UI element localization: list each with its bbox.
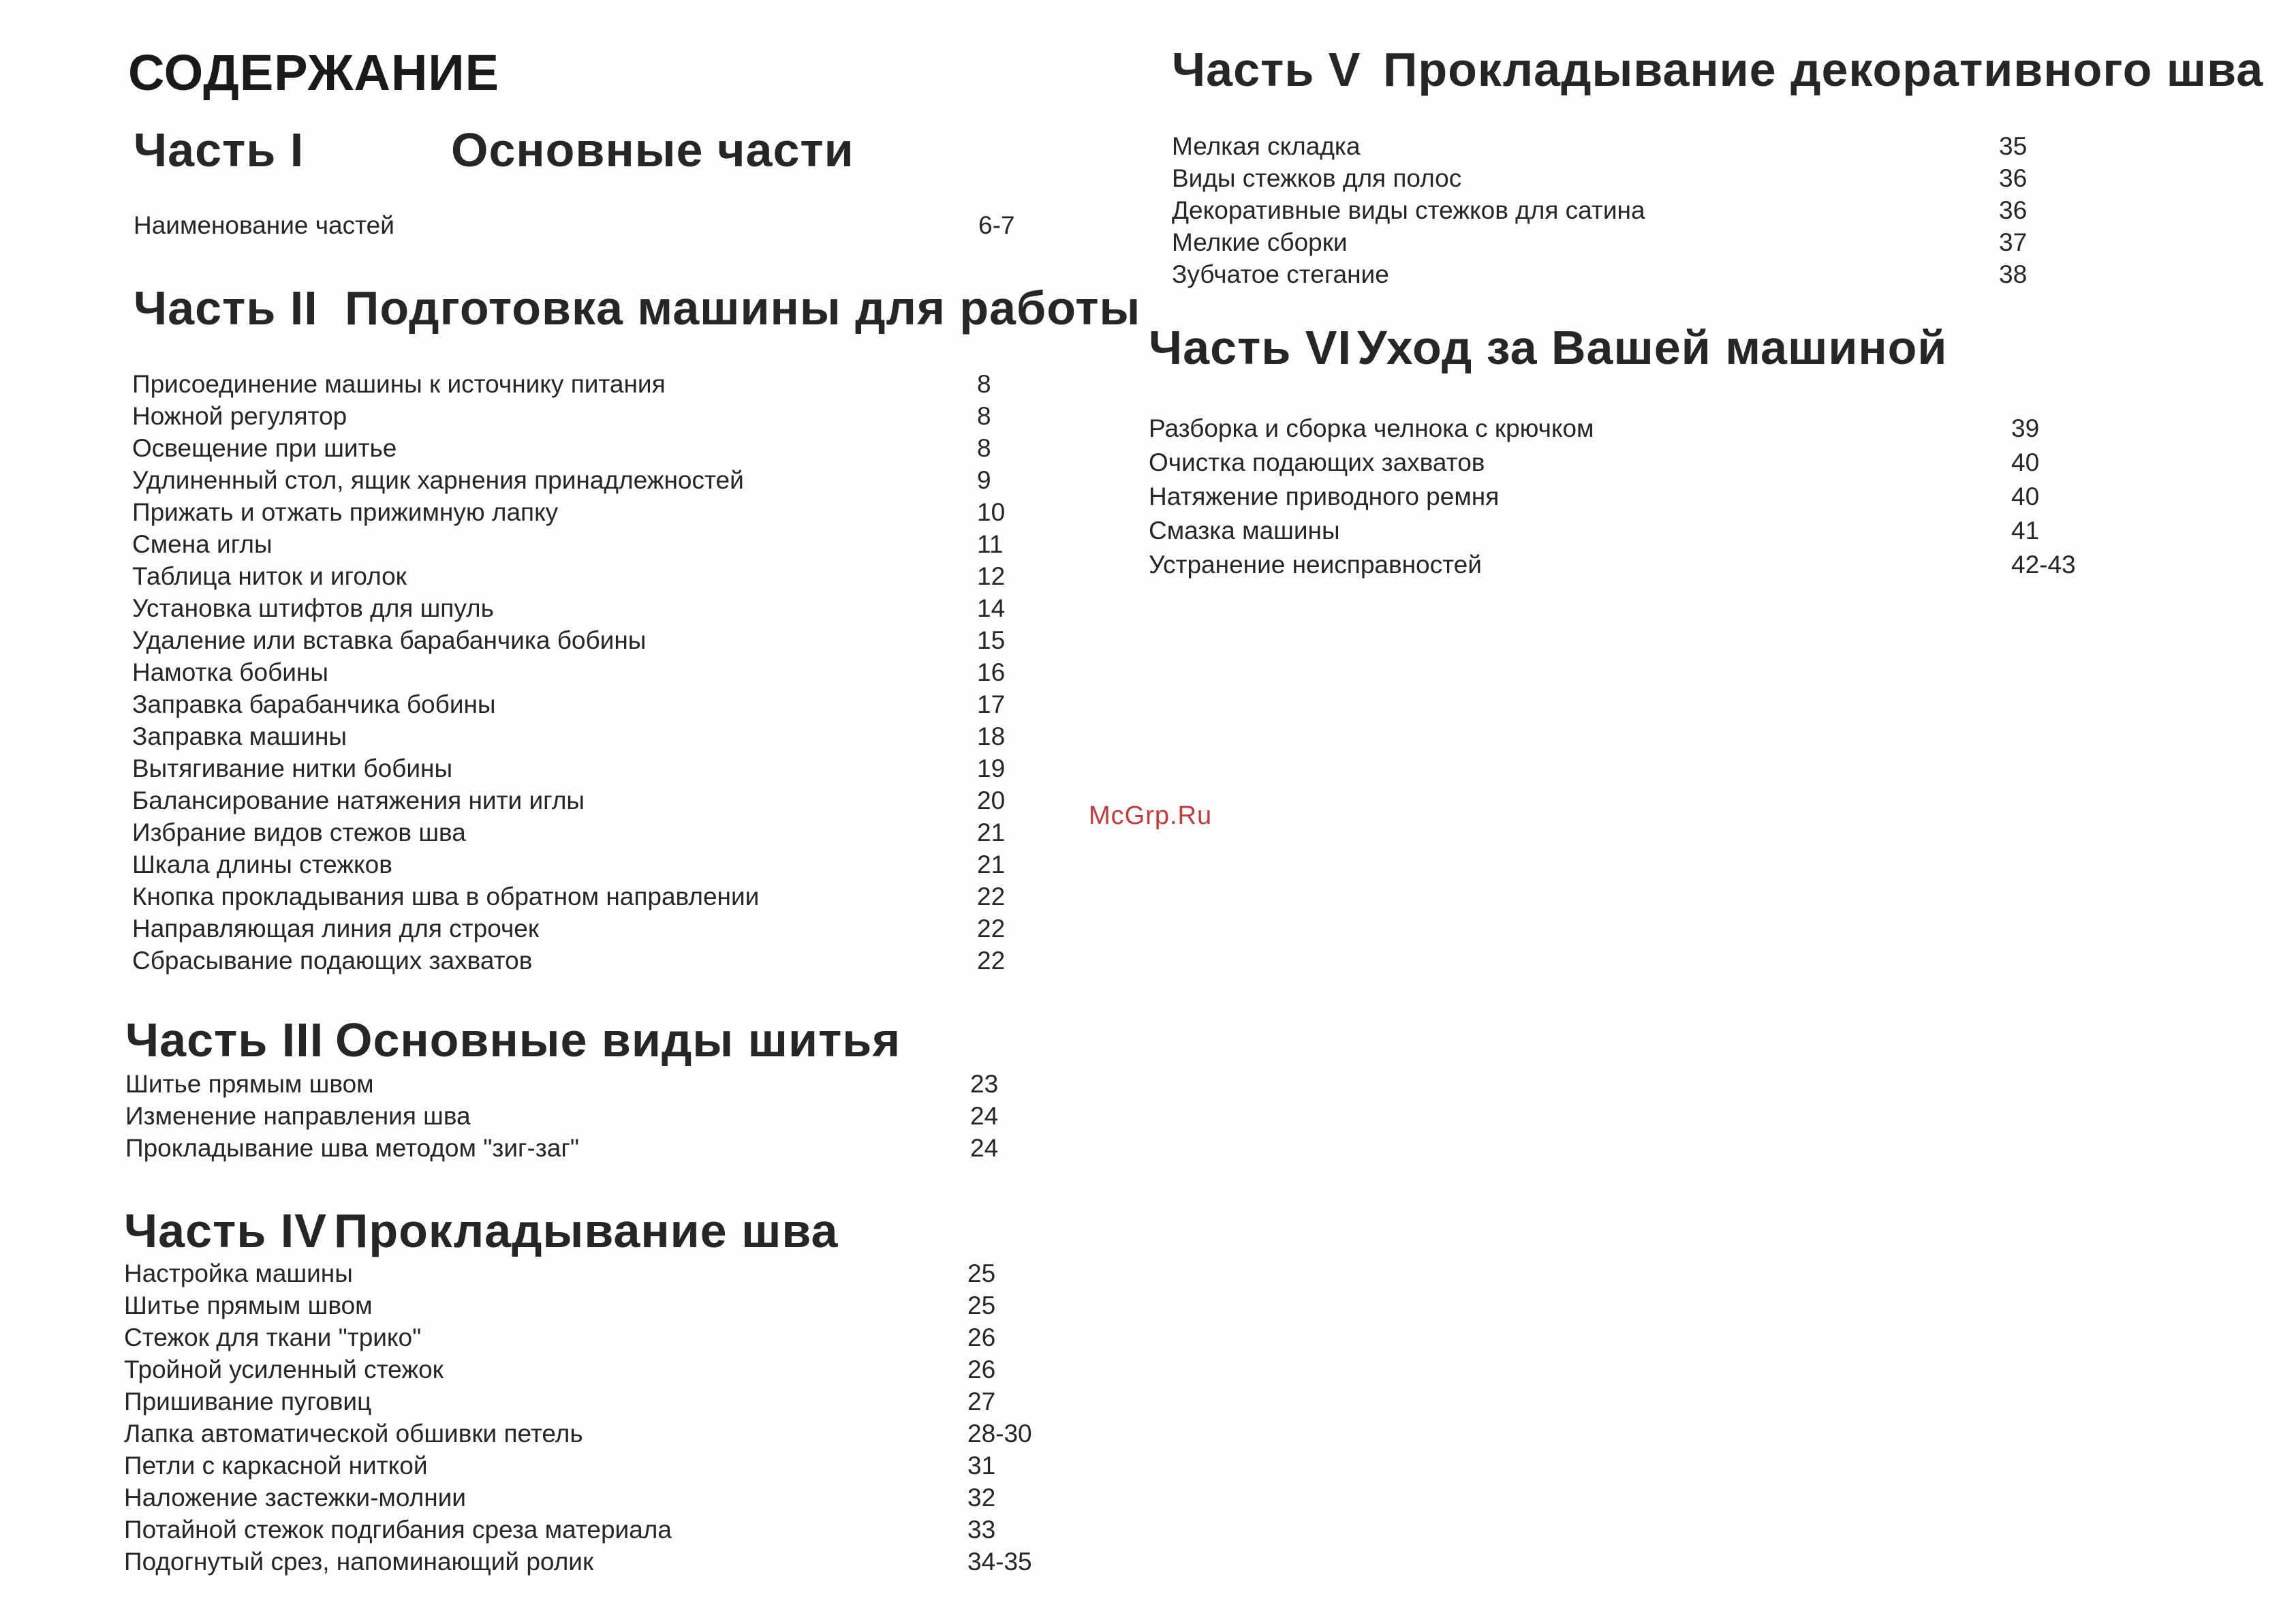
part-number: Часть III xyxy=(125,1013,324,1067)
part-3-heading xyxy=(125,1013,901,1067)
entry-label: Балансирование натяжения нити иглы xyxy=(132,786,585,814)
entry-page: 21 xyxy=(977,851,1006,878)
toc-entry[interactable] xyxy=(132,722,1045,754)
toc-entry[interactable] xyxy=(132,402,1045,434)
toc-entry[interactable] xyxy=(1149,517,2103,551)
entry-page: 34-35 xyxy=(967,1548,1032,1576)
toc-entry[interactable] xyxy=(132,851,1045,883)
toc-entry[interactable] xyxy=(1172,228,2085,260)
entry-page: 11 xyxy=(977,530,1004,558)
entry-page: 19 xyxy=(977,754,1006,782)
toc-entry[interactable] xyxy=(124,1388,1037,1420)
toc-entry[interactable] xyxy=(124,1516,1037,1548)
entry-page: 36 xyxy=(1999,196,2028,224)
part-2-heading xyxy=(134,281,1141,335)
entry-label: Избрание видов стежов шва xyxy=(132,818,466,846)
toc-entry[interactable] xyxy=(1149,482,2103,517)
toc-entry[interactable] xyxy=(124,1548,1037,1580)
toc-entry[interactable] xyxy=(124,1291,1037,1323)
entry-label: Шитье прямым швом xyxy=(125,1070,374,1098)
part-number: Часть VI xyxy=(1149,321,1352,374)
entry-page: 16 xyxy=(977,658,1006,686)
entry-label: Заправка барабанчика бобины xyxy=(132,690,496,718)
watermark-link[interactable]: McGrp.Ru xyxy=(1089,801,1213,830)
toc-entry[interactable] xyxy=(124,1484,1037,1516)
toc-entry[interactable] xyxy=(132,658,1045,690)
toc-entry[interactable] xyxy=(132,786,1045,818)
toc-entry[interactable] xyxy=(1149,448,2103,482)
toc-entry[interactable] xyxy=(132,690,1045,722)
part-name: Прокладывание декоративного шва xyxy=(1383,43,2264,96)
toc-entry[interactable] xyxy=(132,947,1045,979)
entry-page: 6-7 xyxy=(978,211,1015,239)
toc-entry[interactable] xyxy=(124,1259,1037,1291)
entry-page: 26 xyxy=(967,1355,996,1383)
toc-entry[interactable] xyxy=(132,466,1045,498)
entry-page: 24 xyxy=(970,1134,999,1162)
entry-label: Прокладывание шва методом "зиг-заг" xyxy=(125,1134,579,1162)
entry-label: Настройка машины xyxy=(124,1259,353,1287)
entry-label: Наименование частей xyxy=(134,211,394,239)
part-5-heading xyxy=(1172,42,2263,97)
toc-entry[interactable] xyxy=(132,818,1045,851)
entry-label: Шкала длины стежков xyxy=(132,851,392,878)
part-6-heading xyxy=(1149,320,1947,375)
entry-page: 25 xyxy=(967,1259,996,1287)
toc-entry[interactable] xyxy=(132,530,1045,562)
entry-label: Намотка бобины xyxy=(132,658,328,686)
entry-label: Натяжение приводного ремня xyxy=(1149,482,1500,510)
entry-label: Удаление или вставка барабанчика бобины xyxy=(132,626,647,654)
entry-label: Изменение направления шва xyxy=(125,1102,471,1130)
entry-page: 40 xyxy=(2011,448,2040,476)
toc-entry[interactable] xyxy=(132,915,1045,947)
entry-page: 26 xyxy=(967,1323,996,1351)
part-name: Основные виды шитья xyxy=(335,1013,901,1067)
part-2-entries xyxy=(132,370,1045,979)
entry-page: 12 xyxy=(977,562,1006,590)
entry-page: 8 xyxy=(977,402,991,430)
part-number: Часть I xyxy=(134,123,305,177)
entry-page: 32 xyxy=(967,1484,996,1512)
entry-page: 33 xyxy=(967,1516,996,1544)
entry-label: Пришивание пуговиц xyxy=(124,1388,372,1415)
toc-entry[interactable] xyxy=(132,626,1045,658)
entry-page: 9 xyxy=(977,466,991,494)
toc-entry[interactable] xyxy=(124,1420,1037,1452)
entry-label: Декоративные виды стежков для сатина xyxy=(1172,196,1645,224)
toc-entry[interactable] xyxy=(124,1355,1037,1388)
toc-entry[interactable] xyxy=(1149,551,2103,585)
entry-label: Тройной усиленный стежок xyxy=(124,1355,444,1383)
part-name: Прокладывание шва xyxy=(334,1204,839,1257)
entry-page: 38 xyxy=(1999,260,2028,288)
entry-label: Установка штифтов для шпуль xyxy=(132,594,494,622)
entry-page: 35 xyxy=(1999,132,2028,160)
toc-entry[interactable] xyxy=(124,1323,1037,1355)
toc-entry[interactable] xyxy=(132,594,1045,626)
entry-page: 14 xyxy=(977,594,1006,622)
page-title: СОДЕРЖАНИЕ xyxy=(128,44,499,101)
toc-entry[interactable] xyxy=(132,754,1045,786)
entry-page: 20 xyxy=(977,786,1006,814)
toc-entry[interactable] xyxy=(125,1070,1038,1102)
entry-label: Зубчатое стегание xyxy=(1172,260,1389,288)
entry-page: 41 xyxy=(2011,517,2040,545)
part-number: Часть II xyxy=(134,281,318,335)
entry-label: Подогнутый срез, напоминающий ролик xyxy=(124,1548,594,1576)
entry-label: Виды стежков для полос xyxy=(1172,164,1462,192)
toc-entry[interactable] xyxy=(1172,132,2085,164)
entry-label: Устранение неисправностей xyxy=(1149,551,1482,579)
part-number: Часть IV xyxy=(124,1204,327,1257)
entry-label: Присоединение машины к источнику питания xyxy=(132,370,666,398)
entry-label: Смена иглы xyxy=(132,530,273,558)
entry-label: Шитье прямым швом xyxy=(124,1291,373,1319)
entry-label: Кнопка прокладывания шва в обратном направлении xyxy=(132,883,760,910)
entry-label: Стежок для ткани "трико" xyxy=(124,1323,422,1351)
toc-entry[interactable] xyxy=(1172,164,2085,196)
entry-page: 8 xyxy=(977,434,991,462)
entry-page: 42-43 xyxy=(2011,551,2076,579)
toc-entry[interactable] xyxy=(1172,260,2085,292)
toc-entry[interactable] xyxy=(132,498,1045,530)
part-6-entries xyxy=(1149,414,2103,585)
part-5-entries xyxy=(1172,132,2085,292)
entry-page: 24 xyxy=(970,1102,999,1130)
entry-page: 27 xyxy=(967,1388,996,1415)
toc-entry[interactable] xyxy=(1172,196,2085,228)
part-1-heading xyxy=(134,123,854,177)
entry-label: Мелкие сборки xyxy=(1172,228,1348,256)
toc-entry[interactable] xyxy=(132,370,1045,402)
part-name: Подготовка машины для работы xyxy=(345,281,1141,335)
entry-label: Таблица ниток и иголок xyxy=(132,562,407,590)
toc-entry[interactable] xyxy=(134,211,1046,243)
toc-entry[interactable] xyxy=(125,1102,1038,1134)
entry-page: 23 xyxy=(970,1070,999,1098)
entry-label: Наложение застежки-молнии xyxy=(124,1484,466,1512)
entry-label: Мелкая складка xyxy=(1172,132,1361,160)
toc-entry[interactable] xyxy=(132,562,1045,594)
entry-page: 15 xyxy=(977,626,1006,654)
entry-label: Прижать и отжать прижимную лапку xyxy=(132,498,559,526)
toc-entry[interactable] xyxy=(125,1134,1038,1166)
toc-entry[interactable] xyxy=(132,434,1045,466)
part-name: Уход за Вашей машиной xyxy=(1357,321,1948,374)
entry-label: Потайной стежок подгибания среза материала xyxy=(124,1516,672,1544)
entry-page: 18 xyxy=(977,722,1006,750)
entry-label: Сбрасывание подающих захватов xyxy=(132,947,533,975)
part-number: Часть V xyxy=(1172,43,1361,96)
part-4-heading xyxy=(124,1204,838,1258)
entry-page: 36 xyxy=(1999,164,2028,192)
part-4-entries xyxy=(124,1259,1037,1580)
entry-page: 31 xyxy=(967,1452,996,1480)
entry-label: Удлиненный стол, ящик харнения принадлежностей xyxy=(132,466,744,494)
entry-page: 22 xyxy=(977,915,1006,943)
part-1-entries xyxy=(134,211,1046,243)
entry-page: 28-30 xyxy=(967,1420,1032,1447)
entry-label: Направляющая линия для строчек xyxy=(132,915,540,943)
entry-label: Ножной регулятор xyxy=(132,402,347,430)
entry-page: 21 xyxy=(977,818,1006,846)
toc-entry[interactable] xyxy=(132,883,1045,915)
part-3-entries xyxy=(125,1070,1038,1166)
entry-label: Заправка машины xyxy=(132,722,347,750)
entry-label: Лапка автоматической обшивки петель xyxy=(124,1420,583,1447)
entry-page: 40 xyxy=(2011,482,2040,510)
part-name: Основные части xyxy=(451,123,854,177)
entry-label: Вытягивание нитки бобины xyxy=(132,754,453,782)
entry-label: Петли с каркасной ниткой xyxy=(124,1452,428,1480)
entry-page: 25 xyxy=(967,1291,996,1319)
entry-page: 8 xyxy=(977,370,991,398)
entry-page: 22 xyxy=(977,883,1006,910)
toc-entry[interactable] xyxy=(124,1452,1037,1484)
entry-page: 39 xyxy=(2011,414,2040,442)
entry-page: 22 xyxy=(977,947,1006,975)
entry-label: Разборка и сборка челнока с крючком xyxy=(1149,414,1594,442)
entry-page: 17 xyxy=(977,690,1006,718)
entry-page: 10 xyxy=(977,498,1006,526)
entry-label: Смазка машины xyxy=(1149,517,1340,545)
entry-page: 37 xyxy=(1999,228,2028,256)
toc-entry[interactable] xyxy=(1149,414,2103,448)
entry-label: Освещение при шитье xyxy=(132,434,397,462)
entry-label: Очистка подающих захватов xyxy=(1149,448,1485,476)
